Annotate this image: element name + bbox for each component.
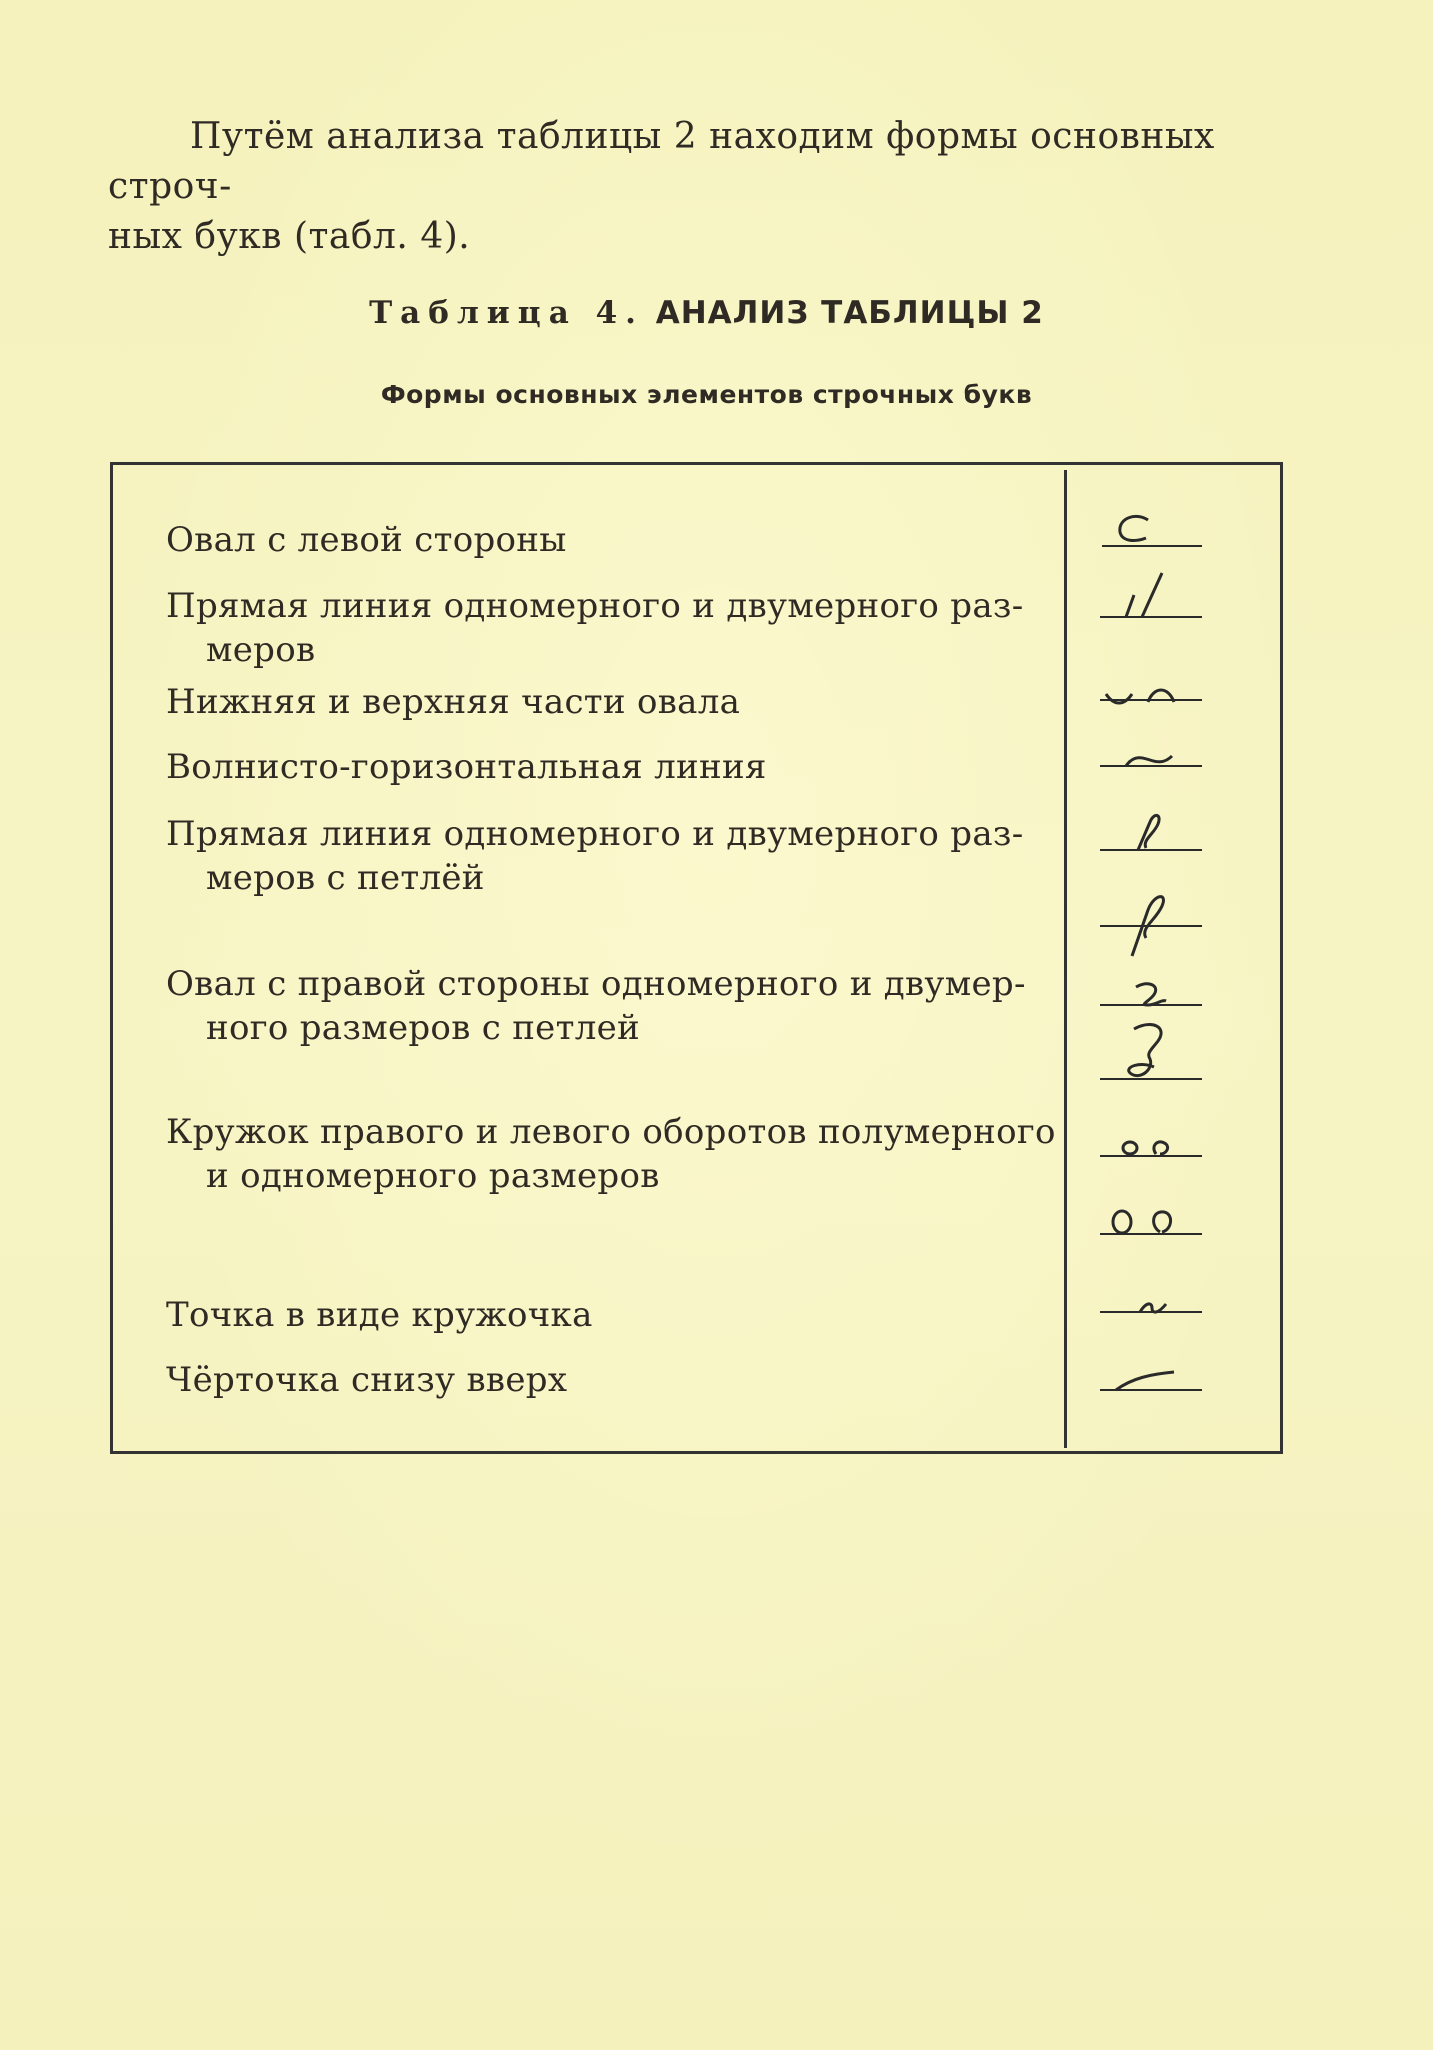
table-row-label	[166, 1293, 1066, 1337]
row-label-line: Овал с правой стороны одномерного и двумер-	[166, 964, 1026, 1004]
row-label-continuation: меров с петлёй	[206, 858, 485, 898]
table-title	[0, 295, 1433, 331]
table-subtitle: Формы основных элементов строчных букв	[380, 380, 1033, 409]
row-label-line: Кружок правого и левого оборотов полумерного	[166, 1112, 1056, 1152]
table-title-main: АНАЛИЗ ТАБЛИЦЫ 2	[655, 295, 1044, 331]
row-label-line: Овал с левой стороны	[166, 520, 567, 560]
table-row-label	[166, 962, 1066, 1050]
wavy-line-stroke-icon	[1096, 728, 1206, 788]
table-row-label	[166, 745, 1066, 789]
table-row-label	[166, 1110, 1066, 1198]
intro-paragraph	[108, 112, 1288, 262]
intro-line-1: Путём анализа таблицы 2 находим формы основных строч-	[108, 116, 1215, 207]
row-label-line: Прямая линия одномерного и двумерного раз-	[166, 814, 1024, 854]
dot-circle-stroke-icon	[1096, 1280, 1206, 1340]
oval-halves-stroke-icon	[1096, 660, 1206, 720]
table-row-label	[166, 812, 1066, 900]
row-label-line: Чёрточка снизу вверх	[166, 1360, 568, 1400]
looped-line-stroke-icon	[1096, 880, 1206, 960]
small-circles-stroke-icon	[1096, 1124, 1206, 1184]
row-label-line: Прямая линия одномерного и двумерного раз-	[166, 586, 1024, 626]
left-oval-stroke-icon	[1096, 500, 1206, 560]
table-row-label	[166, 680, 1066, 724]
looped-line-stroke-icon	[1096, 804, 1206, 864]
small-circles-stroke-icon	[1096, 1196, 1206, 1256]
intro-line-2: ных букв (табл. 4).	[108, 216, 471, 257]
right-oval-loop-stroke-icon	[1096, 1015, 1206, 1085]
table-row-label	[166, 584, 1066, 672]
row-label-line: Нижняя и верхняя части овала	[166, 682, 741, 722]
table-title-prefix: Таблица 4.	[369, 295, 644, 331]
row-label-line: Точка в виде кружочка	[166, 1295, 593, 1335]
straight-lines-stroke-icon	[1096, 565, 1206, 625]
row-label-continuation: ного размеров с петлей	[206, 1008, 640, 1048]
table-row-label	[166, 1358, 1066, 1402]
row-label-line: Волнисто-горизонтальная линия	[166, 747, 767, 787]
table-row-label	[166, 518, 1066, 562]
row-label-continuation: меров	[206, 630, 316, 670]
upstroke-dash-icon	[1096, 1350, 1206, 1410]
row-label-continuation: и одномерного размеров	[206, 1156, 660, 1196]
